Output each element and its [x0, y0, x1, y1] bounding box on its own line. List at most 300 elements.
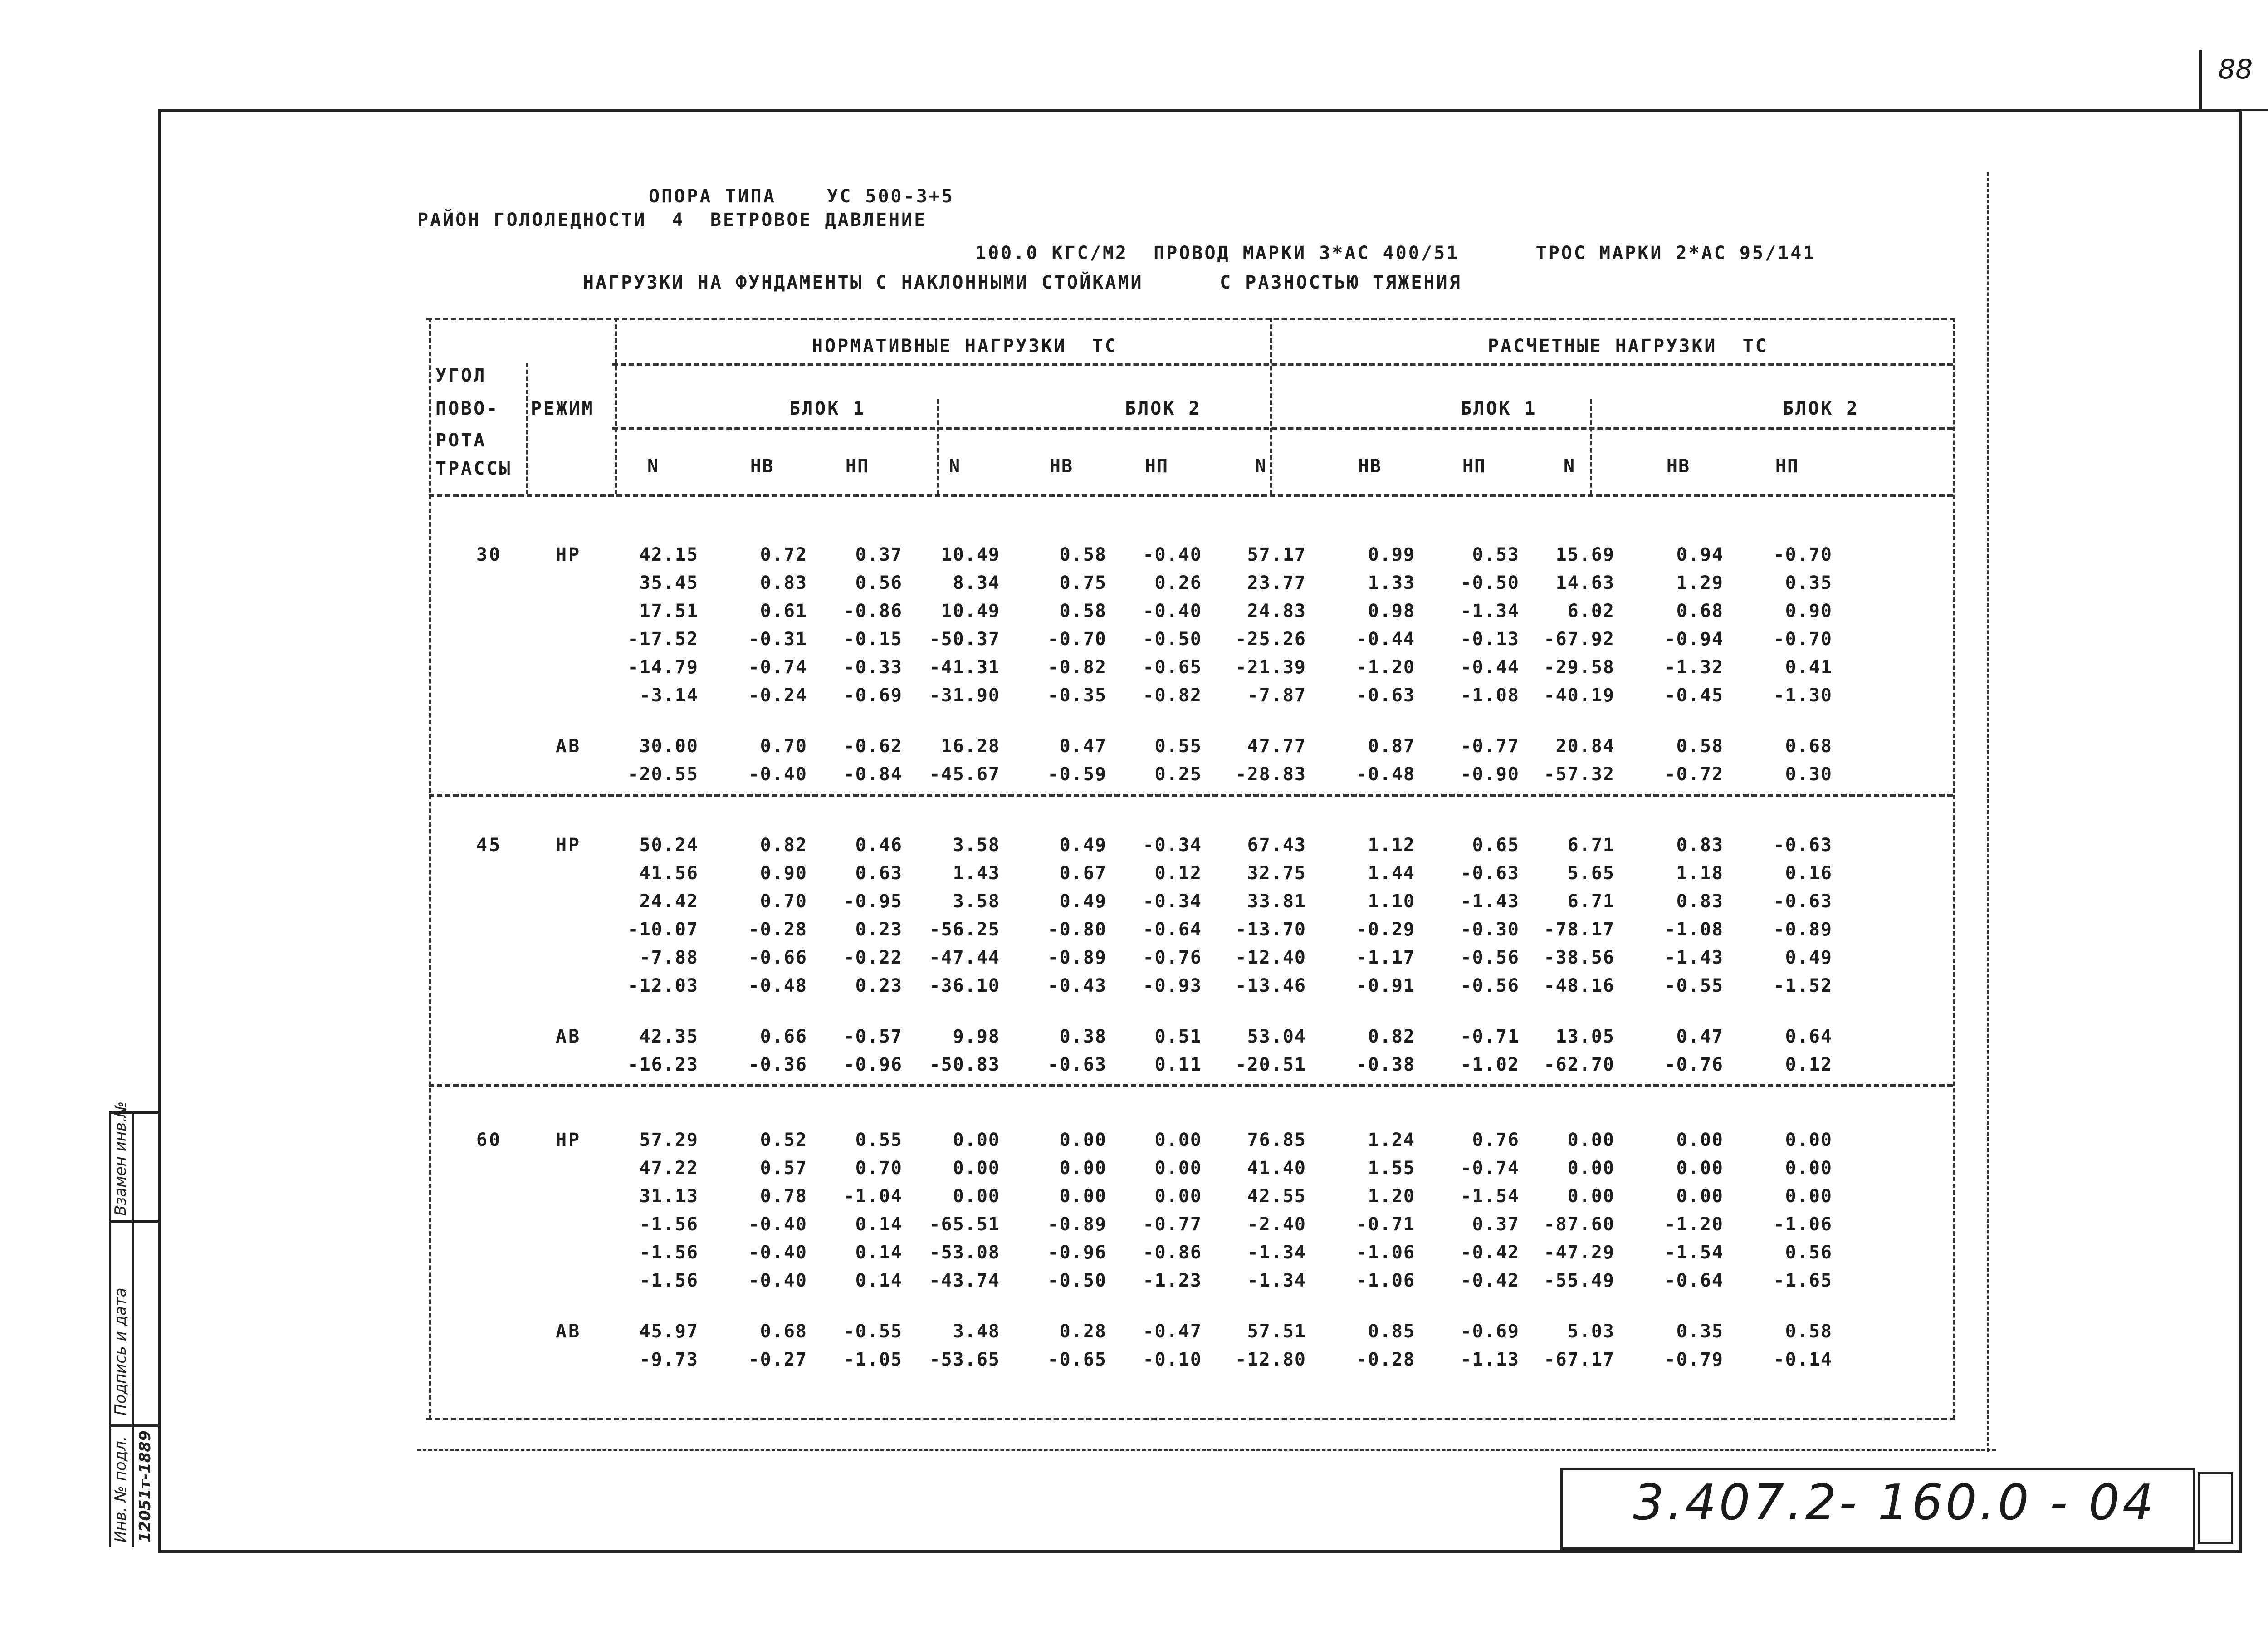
table-cell: -28.83 — [1235, 764, 1306, 785]
table-cell: -0.76 — [1143, 947, 1202, 968]
sub-header-cell: НВ — [1358, 456, 1382, 477]
table-cell: -47.44 — [929, 947, 1000, 968]
table-cell: -0.44 — [1460, 657, 1520, 678]
table-cell: 42.35 — [639, 1026, 699, 1047]
table-cell: 57.17 — [1247, 544, 1306, 565]
mode-value: НР — [556, 544, 582, 565]
table-cell: -1.43 — [1664, 947, 1724, 968]
table-cell: -9.73 — [639, 1349, 699, 1370]
table-cell: 33.81 — [1247, 891, 1306, 912]
table-cell: 5.03 — [1567, 1321, 1615, 1342]
table-cell: -0.86 — [843, 601, 903, 622]
sub-header-cell: НП — [1775, 456, 1799, 477]
table-cell: -0.36 — [748, 1054, 807, 1075]
table-cell: 0.26 — [1154, 573, 1202, 593]
page-number: 88 — [2218, 54, 2253, 85]
table-cell: -0.89 — [1047, 947, 1107, 968]
table-outer-right — [1987, 172, 1989, 1452]
table-cell: -0.55 — [843, 1321, 903, 1342]
table-cell: -0.76 — [1664, 1054, 1724, 1075]
angle-value: 30 — [476, 544, 502, 565]
table-cell: -0.74 — [748, 657, 807, 678]
table-cell: 0.23 — [855, 919, 903, 940]
table-cell: 0.00 — [1567, 1158, 1615, 1179]
table-cell: 0.00 — [953, 1158, 1000, 1179]
table-cell: -0.65 — [1143, 657, 1202, 678]
table-cell: -41.31 — [929, 657, 1000, 678]
table-cell: 0.00 — [1785, 1158, 1833, 1179]
table-cell: 0.76 — [1472, 1130, 1520, 1150]
table-cell: -13.70 — [1235, 919, 1306, 940]
table-cell: 0.11 — [1154, 1054, 1202, 1075]
table-cell: 0.58 — [1059, 601, 1107, 622]
table-cell: -0.82 — [1047, 657, 1107, 678]
table-cell: -40.19 — [1544, 685, 1615, 706]
table-cell: -0.64 — [1143, 919, 1202, 940]
table-cell: -0.13 — [1460, 629, 1520, 650]
sub-header-cell: НВ — [1049, 456, 1074, 477]
table-cell: -0.40 — [1143, 601, 1202, 622]
header-des-block1: БЛОК 1 — [1461, 398, 1537, 419]
stamp-label-signature: Подпись и дата — [112, 1287, 130, 1415]
table-cell: -38.56 — [1544, 947, 1615, 968]
table-cell: 0.00 — [1676, 1186, 1724, 1207]
table-cell: 1.10 — [1368, 891, 1415, 912]
table-cell: 0.63 — [855, 863, 903, 884]
table-cell: 1.44 — [1368, 863, 1415, 884]
group-separator-2 — [429, 1084, 1953, 1087]
table-cell: 16.28 — [941, 736, 1000, 757]
header-vline-dblock2 — [1590, 399, 1592, 494]
table-right-border — [1953, 318, 1955, 1420]
table-cell: -0.50 — [1460, 573, 1520, 593]
table-cell: -1.20 — [1664, 1214, 1724, 1235]
sub-header-cell: НВ — [750, 456, 774, 477]
table-cell: 0.00 — [1676, 1130, 1724, 1150]
table-cell: 0.00 — [1059, 1186, 1107, 1207]
table-cell: 0.75 — [1059, 573, 1107, 593]
table-cell: -1.54 — [1664, 1242, 1724, 1263]
table-cell: -50.37 — [929, 629, 1000, 650]
table-cell: -0.74 — [1460, 1158, 1520, 1179]
table-cell: 67.43 — [1247, 835, 1306, 856]
header-vline-nblock2 — [937, 399, 939, 494]
sub-header-cell: N — [647, 456, 660, 477]
table-cell: -0.77 — [1143, 1214, 1202, 1235]
table-cell: 35.45 — [639, 573, 699, 593]
table-cell: -0.69 — [843, 685, 903, 706]
table-cell: -0.91 — [1356, 975, 1415, 996]
table-cell: -0.63 — [1773, 835, 1833, 856]
table-cell: 23.77 — [1247, 573, 1306, 593]
header-sep-1 — [612, 363, 1953, 366]
table-cell: -0.40 — [748, 764, 807, 785]
table-cell: 3.58 — [953, 891, 1000, 912]
table-cell: -14.79 — [627, 657, 699, 678]
table-cell: 0.98 — [1368, 601, 1415, 622]
table-cell: 0.00 — [1567, 1130, 1615, 1150]
table-cell: 9.98 — [953, 1026, 1000, 1047]
table-cell: -0.65 — [1047, 1349, 1107, 1370]
corner-stamp-box — [2198, 1472, 2233, 1544]
table-cell: 0.65 — [1472, 835, 1520, 856]
table-cell: -0.63 — [1356, 685, 1415, 706]
table-cell: -10.07 — [627, 919, 699, 940]
table-cell: -0.94 — [1664, 629, 1724, 650]
header-line-4: НАГРУЗКИ НА ФУНДАМЕНТЫ С НАКЛОННЫМИ СТОЙКАМИ С РАЗНОСТЬЮ ТЯЖЕНИЯ — [583, 272, 1462, 293]
table-top-border — [426, 318, 1955, 320]
table-cell: -25.26 — [1235, 629, 1306, 650]
table-cell: 0.00 — [953, 1130, 1000, 1150]
sub-header-cell: НВ — [1666, 456, 1691, 477]
table-cell: -0.44 — [1356, 629, 1415, 650]
table-cell: -36.10 — [929, 975, 1000, 996]
table-cell: 0.00 — [1785, 1130, 1833, 1150]
header-mode: РЕЖИМ — [531, 398, 595, 419]
table-cell: 0.00 — [953, 1186, 1000, 1207]
table-cell: 0.83 — [1676, 835, 1724, 856]
table-cell: -12.03 — [627, 975, 699, 996]
table-cell: -0.31 — [748, 629, 807, 650]
table-left-border — [429, 318, 431, 1420]
table-cell: -0.70 — [1047, 629, 1107, 650]
table-cell: 0.49 — [1059, 835, 1107, 856]
mode-value: АВ — [556, 1026, 582, 1047]
table-cell: 0.16 — [1785, 863, 1833, 884]
table-cell: -0.42 — [1460, 1242, 1520, 1263]
table-cell: 6.71 — [1567, 891, 1615, 912]
table-cell: 0.78 — [760, 1186, 807, 1207]
table-cell: 0.55 — [1154, 736, 1202, 757]
table-cell: -0.33 — [843, 657, 903, 678]
table-cell: -7.87 — [1247, 685, 1306, 706]
table-cell: 0.14 — [855, 1214, 903, 1235]
table-cell: 31.13 — [639, 1186, 699, 1207]
table-cell: 0.14 — [855, 1270, 903, 1291]
table-cell: 47.77 — [1247, 736, 1306, 757]
table-cell: -0.56 — [1460, 975, 1520, 996]
mode-value: АВ — [556, 736, 582, 757]
table-cell: 10.49 — [941, 544, 1000, 565]
header-line-3: 100.0 КГС/М2 ПРОВОД МАРКИ 3*АС 400/51 ТРОС МАРКИ 2*АС 95/141 — [975, 243, 1816, 264]
table-cell: -0.40 — [748, 1242, 807, 1263]
table-cell: 0.53 — [1472, 544, 1520, 565]
table-cell: 6.02 — [1567, 601, 1615, 622]
table-cell: -0.42 — [1460, 1270, 1520, 1291]
table-cell: 0.90 — [760, 863, 807, 884]
table-cell: -31.90 — [929, 685, 1000, 706]
table-cell: -21.39 — [1235, 657, 1306, 678]
sub-header-cell: НП — [1462, 456, 1486, 477]
table-cell: 0.00 — [1154, 1186, 1202, 1207]
table-cell: -1.04 — [843, 1186, 903, 1207]
sub-header-cell: НП — [845, 456, 870, 477]
stamp-label-replace: Взамен инв.№ — [112, 1101, 130, 1216]
table-cell: 0.82 — [760, 835, 807, 856]
table-cell: 10.49 — [941, 601, 1000, 622]
table-outer-bottom — [417, 1449, 1996, 1451]
table-cell: -0.66 — [748, 947, 807, 968]
table-cell: 42.15 — [639, 544, 699, 565]
table-cell: -0.90 — [1460, 764, 1520, 785]
table-cell: -12.40 — [1235, 947, 1306, 968]
sub-header-cell: N — [1255, 456, 1267, 477]
table-cell: -0.89 — [1047, 1214, 1107, 1235]
sub-header-cell: N — [1563, 456, 1576, 477]
table-cell: 45.97 — [639, 1321, 699, 1342]
table-cell: -1.05 — [843, 1349, 903, 1370]
header-vline-angle — [526, 363, 528, 494]
table-cell: -57.32 — [1544, 764, 1615, 785]
table-cell: -0.63 — [1773, 891, 1833, 912]
table-cell: 32.75 — [1247, 863, 1306, 884]
table-cell: -0.10 — [1143, 1349, 1202, 1370]
table-cell: -0.71 — [1356, 1214, 1415, 1235]
table-cell: -48.16 — [1544, 975, 1615, 996]
table-cell: 0.58 — [1059, 544, 1107, 565]
table-cell: 0.37 — [855, 544, 903, 565]
table-cell: 30.00 — [639, 736, 699, 757]
table-cell: -0.50 — [1047, 1270, 1107, 1291]
table-cell: 0.28 — [1059, 1321, 1107, 1342]
table-cell: -0.45 — [1664, 685, 1724, 706]
table-cell: -0.15 — [843, 629, 903, 650]
table-cell: 53.04 — [1247, 1026, 1306, 1047]
table-cell: -7.88 — [639, 947, 699, 968]
table-cell: -0.77 — [1460, 736, 1520, 757]
mode-value: НР — [556, 1130, 582, 1150]
right-margin-line — [2199, 50, 2202, 109]
table-cell: -1.13 — [1460, 1349, 1520, 1370]
table-cell: -67.17 — [1544, 1349, 1615, 1370]
table-cell: 0.68 — [760, 1321, 807, 1342]
table-cell: -1.34 — [1460, 601, 1520, 622]
table-cell: -0.22 — [843, 947, 903, 968]
table-cell: 8.34 — [953, 573, 1000, 593]
table-cell: 0.72 — [760, 544, 807, 565]
table-cell: -0.96 — [1047, 1242, 1107, 1263]
table-cell: 0.35 — [1676, 1321, 1724, 1342]
table-cell: 1.33 — [1368, 573, 1415, 593]
table-cell: 0.25 — [1154, 764, 1202, 785]
table-cell: 57.51 — [1247, 1321, 1306, 1342]
table-cell: 24.42 — [639, 891, 699, 912]
table-cell: -1.06 — [1356, 1270, 1415, 1291]
header-line-1: ОПОРА ТИПА УС 500-3+5 — [649, 186, 954, 207]
table-cell: 57.29 — [639, 1130, 699, 1150]
header-sep-2 — [612, 427, 1953, 430]
stamp-sep-2 — [109, 1220, 158, 1223]
table-cell: 0.99 — [1368, 544, 1415, 565]
table-cell: 0.00 — [1154, 1130, 1202, 1150]
table-cell: 0.37 — [1472, 1214, 1520, 1235]
table-cell: 0.70 — [760, 736, 807, 757]
table-cell: -0.80 — [1047, 919, 1107, 940]
header-angle-4: ТРАССЫ — [435, 458, 512, 479]
table-cell: 0.51 — [1154, 1026, 1202, 1047]
table-cell: 0.64 — [1785, 1026, 1833, 1047]
table-cell: -1.08 — [1460, 685, 1520, 706]
table-cell: -53.65 — [929, 1349, 1000, 1370]
table-cell: -1.30 — [1773, 685, 1833, 706]
table-cell: -0.71 — [1460, 1026, 1520, 1047]
table-cell: -0.79 — [1664, 1349, 1724, 1370]
table-cell: 0.46 — [855, 835, 903, 856]
table-cell: 0.61 — [760, 601, 807, 622]
angle-value: 45 — [476, 835, 502, 856]
table-cell: -1.56 — [639, 1242, 699, 1263]
table-cell: -0.28 — [748, 919, 807, 940]
table-cell: 0.90 — [1785, 601, 1833, 622]
mode-value: АВ — [556, 1321, 582, 1342]
sub-header-cell: N — [948, 456, 961, 477]
table-cell: -0.40 — [748, 1214, 807, 1235]
table-cell: -0.29 — [1356, 919, 1415, 940]
table-cell: 0.87 — [1368, 736, 1415, 757]
table-cell: -0.72 — [1664, 764, 1724, 785]
table-cell: -0.48 — [748, 975, 807, 996]
table-cell: 0.23 — [855, 975, 903, 996]
table-cell: -0.48 — [1356, 764, 1415, 785]
table-cell: -78.17 — [1544, 919, 1615, 940]
table-cell: -1.23 — [1143, 1270, 1202, 1291]
header-angle-3: РОТА — [435, 430, 487, 451]
stamp-sep-3 — [109, 1424, 158, 1427]
table-cell: -0.70 — [1773, 629, 1833, 650]
table-cell: 0.57 — [760, 1158, 807, 1179]
header-normative-group: НОРМАТИВНЫЕ НАГРУЗКИ ТС — [812, 336, 1118, 357]
table-cell: -0.40 — [1143, 544, 1202, 565]
table-cell: -47.29 — [1544, 1242, 1615, 1263]
table-cell: -12.80 — [1235, 1349, 1306, 1370]
table-cell: -0.24 — [748, 685, 807, 706]
table-cell: 0.49 — [1059, 891, 1107, 912]
stamp-label-inv: Инв. № подл. — [112, 1436, 130, 1542]
table-cell: -87.60 — [1544, 1214, 1615, 1235]
table-cell: 0.70 — [760, 891, 807, 912]
table-cell: 0.47 — [1059, 736, 1107, 757]
table-cell: 0.70 — [855, 1158, 903, 1179]
table-cell: 0.94 — [1676, 544, 1724, 565]
table-cell: -0.84 — [843, 764, 903, 785]
table-cell: 1.43 — [953, 863, 1000, 884]
table-cell: 0.12 — [1785, 1054, 1833, 1075]
table-cell: 0.00 — [1676, 1158, 1724, 1179]
table-cell: -1.56 — [639, 1214, 699, 1235]
header-des-block2: БЛОК 2 — [1783, 398, 1859, 419]
table-cell: 41.56 — [639, 863, 699, 884]
table-cell: 0.58 — [1676, 736, 1724, 757]
table-cell: -50.83 — [929, 1054, 1000, 1075]
table-cell: -0.50 — [1143, 629, 1202, 650]
table-cell: -0.35 — [1047, 685, 1107, 706]
table-cell: -0.95 — [843, 891, 903, 912]
table-cell: -0.55 — [1664, 975, 1724, 996]
header-design-group: РАСЧЕТНЫЕ НАГРУЗКИ ТС — [1488, 336, 1768, 357]
stamp-line-2 — [132, 1111, 134, 1547]
table-cell: 1.20 — [1368, 1186, 1415, 1207]
group-separator-1 — [429, 794, 1953, 797]
table-cell: 0.83 — [760, 573, 807, 593]
table-cell: 0.00 — [1059, 1130, 1107, 1150]
header-angle-2: ПОВО- — [435, 398, 499, 419]
table-cell: -1.20 — [1356, 657, 1415, 678]
table-cell: 0.30 — [1785, 764, 1833, 785]
table-cell: -2.40 — [1247, 1214, 1306, 1235]
table-cell: 0.52 — [760, 1130, 807, 1150]
table-cell: 0.83 — [1676, 891, 1724, 912]
table-cell: 0.66 — [760, 1026, 807, 1047]
table-cell: 13.05 — [1555, 1026, 1615, 1047]
table-cell: 0.55 — [855, 1130, 903, 1150]
stamp-line-3 — [158, 1111, 160, 1547]
table-cell: 0.68 — [1785, 736, 1833, 757]
table-cell: -0.63 — [1460, 863, 1520, 884]
table-cell: -1.32 — [1664, 657, 1724, 678]
table-cell: 0.56 — [1785, 1242, 1833, 1263]
table-cell: -0.57 — [843, 1026, 903, 1047]
header-angle-1: УГОЛ — [435, 365, 487, 386]
table-cell: 14.63 — [1555, 573, 1615, 593]
table-cell: -0.28 — [1356, 1349, 1415, 1370]
table-cell: 0.67 — [1059, 863, 1107, 884]
table-cell: -1.06 — [1773, 1214, 1833, 1235]
sub-header-cell: НП — [1144, 456, 1169, 477]
table-cell: -0.89 — [1773, 919, 1833, 940]
table-cell: -45.67 — [929, 764, 1000, 785]
table-cell: -0.96 — [843, 1054, 903, 1075]
table-bottom-border — [426, 1418, 1955, 1420]
table-cell: -20.55 — [627, 764, 699, 785]
table-cell: 1.24 — [1368, 1130, 1415, 1150]
table-cell: -0.86 — [1143, 1242, 1202, 1263]
table-cell: -0.63 — [1047, 1054, 1107, 1075]
table-cell: -0.64 — [1664, 1270, 1724, 1291]
table-cell: -0.69 — [1460, 1321, 1520, 1342]
table-cell: 1.12 — [1368, 835, 1415, 856]
table-cell: -53.08 — [929, 1242, 1000, 1263]
table-cell: -1.56 — [639, 1270, 699, 1291]
table-cell: 24.83 — [1247, 601, 1306, 622]
table-cell: -0.40 — [748, 1270, 807, 1291]
table-cell: -0.14 — [1773, 1349, 1833, 1370]
table-cell: -1.08 — [1664, 919, 1724, 940]
table-cell: -13.46 — [1235, 975, 1306, 996]
table-cell: -29.58 — [1544, 657, 1615, 678]
table-cell: -0.59 — [1047, 764, 1107, 785]
table-cell: -55.49 — [1544, 1270, 1615, 1291]
table-cell: -1.02 — [1460, 1054, 1520, 1075]
table-cell: -1.65 — [1773, 1270, 1833, 1291]
table-cell: 0.00 — [1154, 1158, 1202, 1179]
table-cell: 0.68 — [1676, 601, 1724, 622]
table-cell: -0.34 — [1143, 891, 1202, 912]
table-cell: -20.51 — [1235, 1054, 1306, 1075]
stamp-line-1 — [109, 1111, 111, 1547]
table-cell: 0.35 — [1785, 573, 1833, 593]
table-cell: 0.47 — [1676, 1026, 1724, 1047]
document-code: 3.407.2- 160.0 - 04 — [1633, 1474, 2156, 1531]
stamp-inv-number: 12051т-1889 — [136, 1430, 154, 1542]
table-cell: 0.58 — [1785, 1321, 1833, 1342]
table-cell: -1.06 — [1356, 1242, 1415, 1263]
table-cell: -0.82 — [1143, 685, 1202, 706]
table-cell: -1.43 — [1460, 891, 1520, 912]
table-cell: 0.56 — [855, 573, 903, 593]
table-cell: 1.18 — [1676, 863, 1724, 884]
table-cell: -17.52 — [627, 629, 699, 650]
table-cell: -56.25 — [929, 919, 1000, 940]
